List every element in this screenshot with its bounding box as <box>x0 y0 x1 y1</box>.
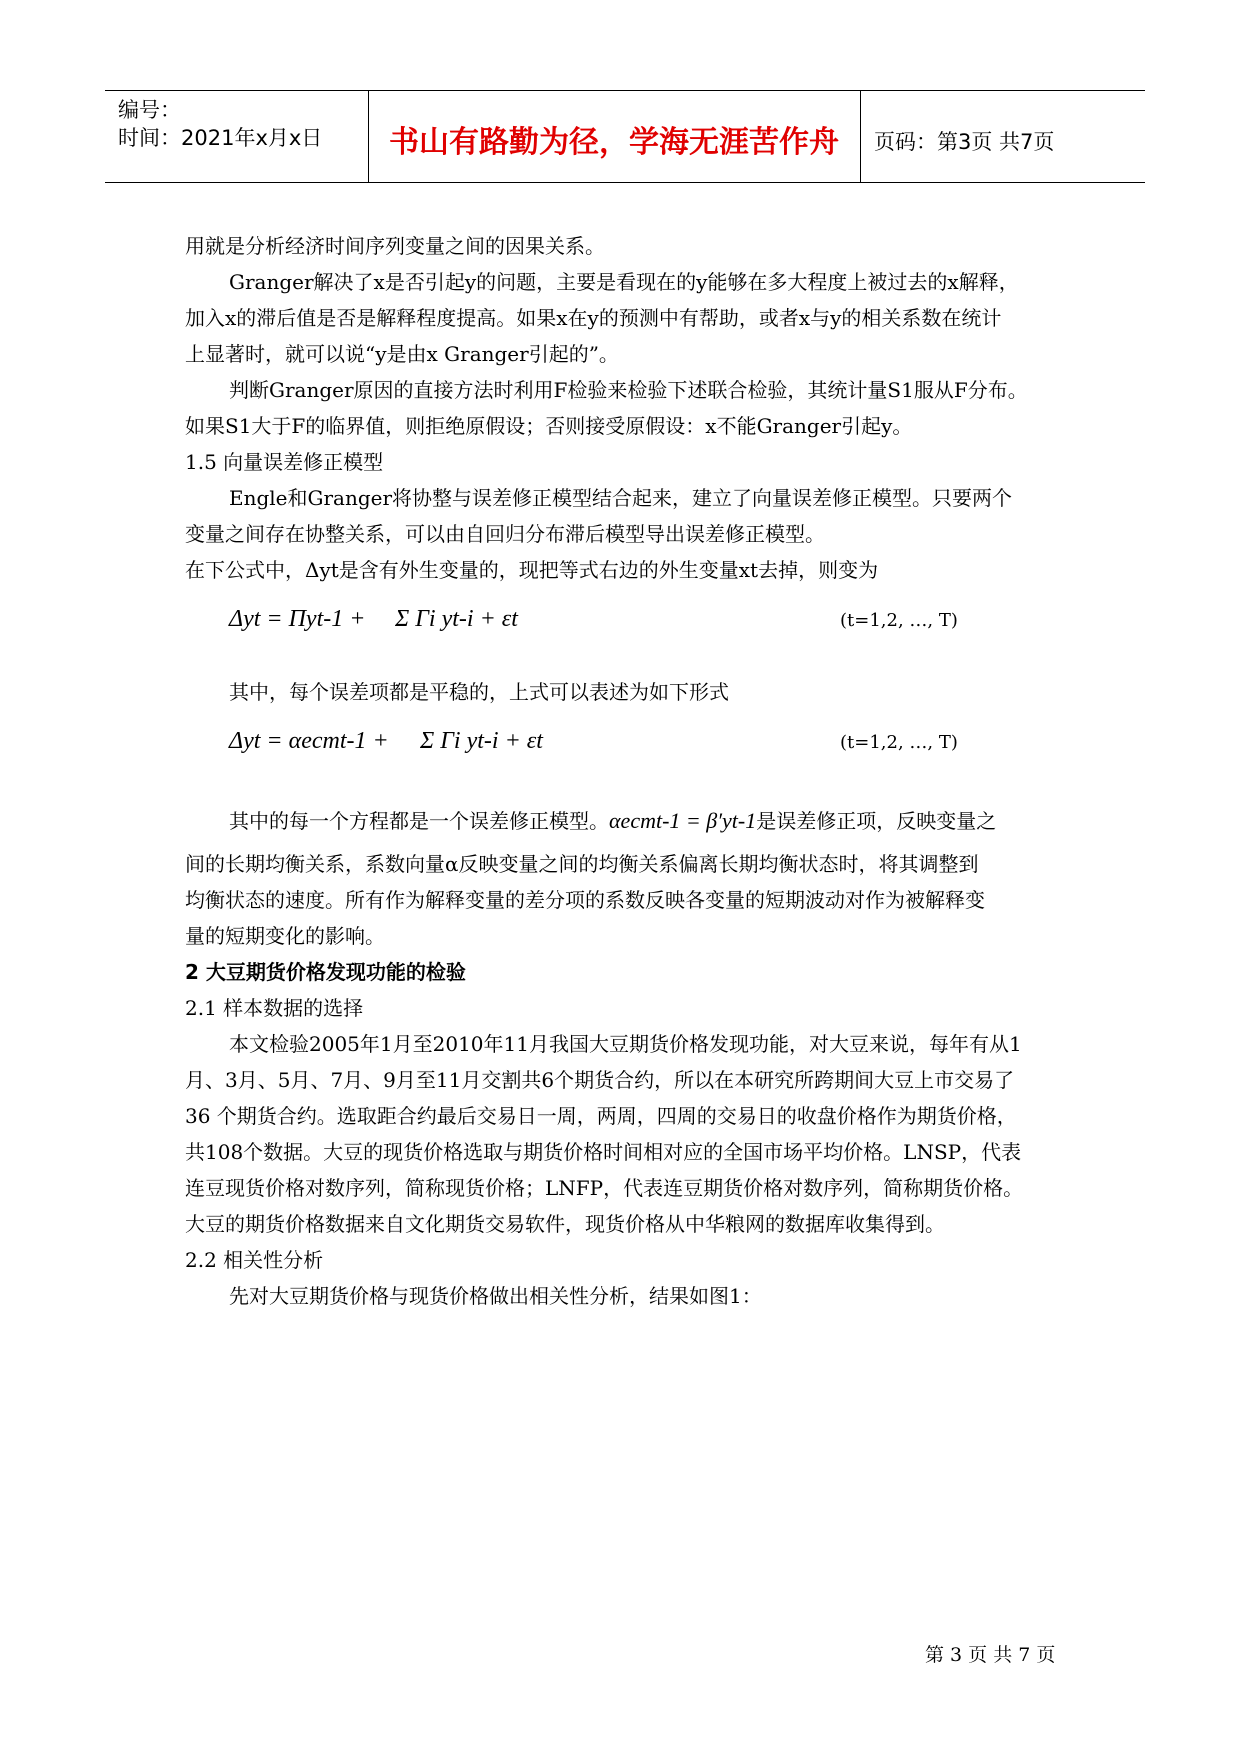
paragraph-text: 其中的每一个方程都是一个误差修正模型。 <box>229 809 609 833</box>
paragraph-text: 是误差修正项，反映变量之 <box>756 809 997 833</box>
section-heading-2: 2 大豆期货价格发现功能的检验 <box>185 960 466 984</box>
paragraph-line: 月、3月、5月、7月、9月至11月交割共6个期货合约，所以在本研究所跨期间大豆上市交易了 <box>185 1068 1015 1092</box>
paragraph-line: 均衡状态的速度。所有作为解释变量的差分项的系数反映各变量的短期波动对作为被解释变 <box>185 888 985 912</box>
paragraph-line: 判断Granger原因的直接方法时利用F检验来检验下述联合检验，其统计量S1服从F分布。 <box>229 378 1028 402</box>
equation-2-range: (t=1,2, …, T) <box>840 732 958 753</box>
header-top-rule <box>105 90 1145 91</box>
equation-1-sum: Σ Γi yt-i + εt <box>395 606 518 632</box>
inline-equation: αecmt-1 = β′yt-1 <box>609 808 757 833</box>
section-heading-1-5: 1.5 向量误差修正模型 <box>185 450 384 474</box>
paragraph-line <box>185 796 1085 846</box>
paragraph-line: 大豆的期货价格数据来自文化期货交易软件，现货价格从中华粮网的数据库收集得到。 <box>185 1212 945 1236</box>
header-page-label: 页码：第3页 共7页 <box>874 130 1055 154</box>
equation-2-sum: Σ Γi yt-i + εt <box>420 728 543 754</box>
paragraph-line: 在下公式中，Δyt是含有外生变量的，现把等式右边的外生变量xt去掉，则变为 <box>185 558 879 582</box>
section-heading-2-1: 2.1 样本数据的选择 <box>185 996 364 1020</box>
equation-2 <box>185 710 1085 796</box>
footer-page-number: 第 3 页 共 7 页 <box>925 1644 1056 1666</box>
paragraph-line: Engle和Granger将协整与误差修正模型结合起来，建立了向量误差修正模型。只要两个 <box>229 486 1013 510</box>
paragraph-line: 如果S1大于F的临界值，则拒绝原假设；否则接受原假设：x不能Granger引起y。 <box>185 414 913 438</box>
header-divider-right <box>860 90 861 182</box>
paragraph-line: 加入x的滞后值是否是解释程度提高。如果x在y的预测中有帮助，或者x与y的相关系数在统计 <box>185 306 1002 330</box>
paragraph-line: 先对大豆期货价格与现货价格做出相关性分析，结果如图1： <box>229 1284 762 1308</box>
paragraph-line: 量的短期变化的影响。 <box>185 924 385 948</box>
paragraph-line: 共108个数据。大豆的现货价格选取与期货价格时间相对应的全国市场平均价格。LNSP，代表 <box>185 1140 1022 1164</box>
header-bottom-rule <box>105 182 1145 183</box>
paragraph-line: 其中，每个误差项都是平稳的，上式可以表述为如下形式 <box>229 680 729 704</box>
section-heading-2-2: 2.2 相关性分析 <box>185 1248 324 1272</box>
equation-2-lhs: Δyt = αecmt-1 + <box>229 728 389 754</box>
paragraph-line: 连豆现货价格对数序列，简称现货价格；LNFP，代表连豆期货价格对数序列，简称期货价格。 <box>185 1176 1024 1200</box>
paragraph-line: 上显著时，就可以说“y是由x Granger引起的”。 <box>185 342 619 366</box>
paragraph-line: 用就是分析经济时间序列变量之间的因果关系。 <box>185 234 605 258</box>
paragraph-line: 间的长期均衡关系，系数向量α反映变量之间的均衡关系偏离长期均衡状态时，将其调整到 <box>185 852 979 876</box>
equation-1-range: (t=1,2, …, T) <box>840 610 958 631</box>
header-time-label: 时间：2021年x月x日 <box>118 126 323 150</box>
document-body <box>185 228 1085 1314</box>
equation-1 <box>185 588 1085 674</box>
header-motto: 书山有路勤为径，学海无涯苦作舟 <box>389 125 839 160</box>
paragraph-line: 变量之间存在协整关系，可以由自回归分布滞后模型导出误差修正模型。 <box>185 522 825 546</box>
equation-1-lhs: Δyt = Πyt-1 + <box>229 606 366 632</box>
header-number-label: 编号： <box>118 98 181 122</box>
paragraph-line: 本文检验2005年1月至2010年11月我国大豆期货价格发现功能，对大豆来说，每年有从1 <box>229 1032 1022 1056</box>
paragraph-line: 36 个期货合约。选取距合约最后交易日一周，两周，四周的交易日的收盘价格作为期货价格， <box>185 1104 1017 1128</box>
paragraph-line: Granger解决了x是否引起y的问题，主要是看现在的y能够在多大程度上被过去的x解释， <box>229 270 1019 294</box>
